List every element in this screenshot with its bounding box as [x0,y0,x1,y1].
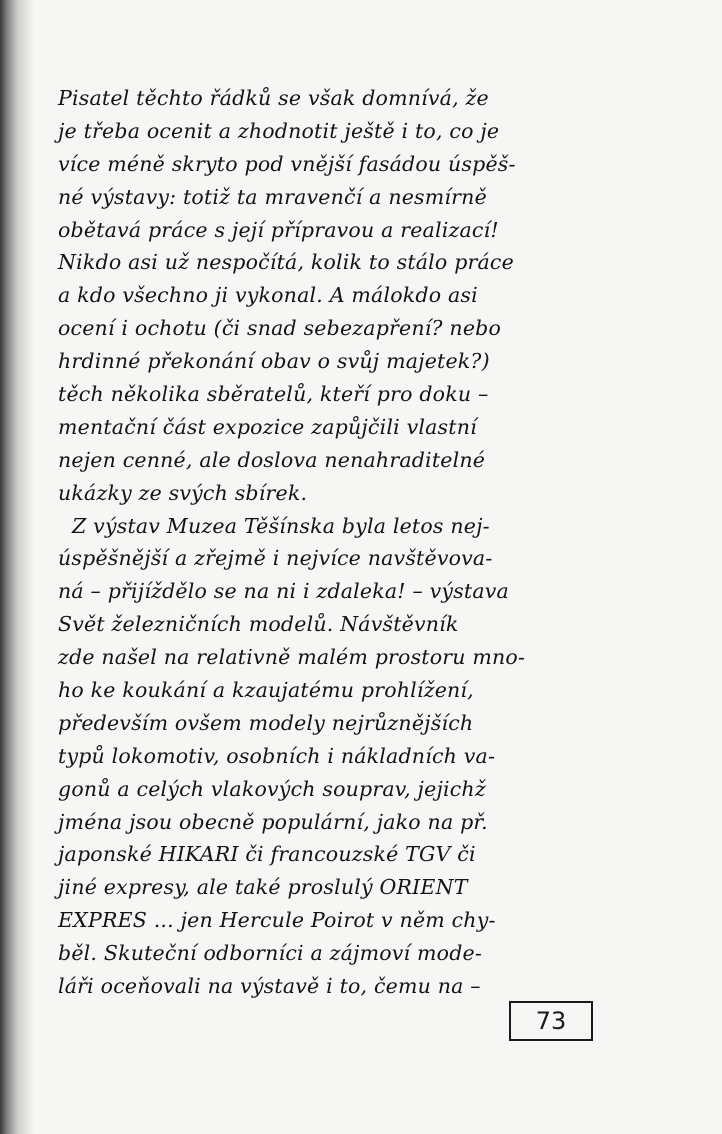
page-number: 73 [509,1001,593,1041]
text-line: ho ke koukání a kzaujatému prohlížení, [58,678,474,703]
text-line: Nikdo asi už nespočítá, kolik to stálo práce [58,250,514,275]
text-line: hrdinné překonání obav o svůj majetek?) [58,349,490,374]
page-binding-shadow [0,0,34,1134]
text-line: jiné expresy, ale také proslulý ORIENT [58,875,468,900]
text-line: zde našel na relativně malém prostoru mno- [58,645,526,670]
text-line: Pisatel těchto řádků se však domnívá, že [58,86,489,110]
text-line: mentační část expozice zapůjčili vlastní [58,414,477,439]
text-line: typů lokomotiv, osobních i nákladních va- [58,743,496,768]
text-line: ocení i ochotu (či snad sebezapření? nebo [58,316,502,341]
text-line: EXPRES ... jen Hercule Poirot v něm chy- [58,908,496,933]
text-line: japonské HIKARI či francouzské TGV či [58,842,476,867]
text-line: úspěšnější a zřejmě i nejvíce navštěvova- [58,546,493,571]
text-line: né výstavy: totiž ta mravenčí a nesmírně [58,184,487,209]
text-line: jména jsou obecně populární, jako na př. [58,809,488,834]
text-line: především ovšem modely nejrůznějších [58,710,474,735]
handwritten-text-block [58,82,526,1003]
text-line: obětavá práce s její přípravou a realizací! [58,217,499,242]
text-line: běl. Skuteční odborníci a zájmoví mode- [58,941,482,966]
text-line: více méně skryto pod vnější fasádou úspěš- [58,151,516,176]
text-line: ukázky ze svých sbírek. [58,480,308,505]
text-line: ná – přijíždělo se na ni i zdaleka! – výstava [58,579,509,604]
text-line: gonů a celých vlakových souprav, jejichž [58,776,486,801]
text-line: Z výstav Muzea Těšínska byla letos nej- [72,513,490,538]
text-line: a kdo všechno ji vykonal. A málokdo asi [58,283,478,308]
text-line: nejen cenné, ale doslova nenahraditelné [58,447,486,472]
text-line: láři oceňovali na výstavě i to, čemu na – [58,974,481,999]
text-line: je třeba ocenit a zhodnotit ještě i to, co je [58,118,500,143]
text-line: Svět železničních modelů. Návštěvník [58,612,459,637]
text-line: těch několika sběratelů, kteří pro doku – [58,382,489,407]
